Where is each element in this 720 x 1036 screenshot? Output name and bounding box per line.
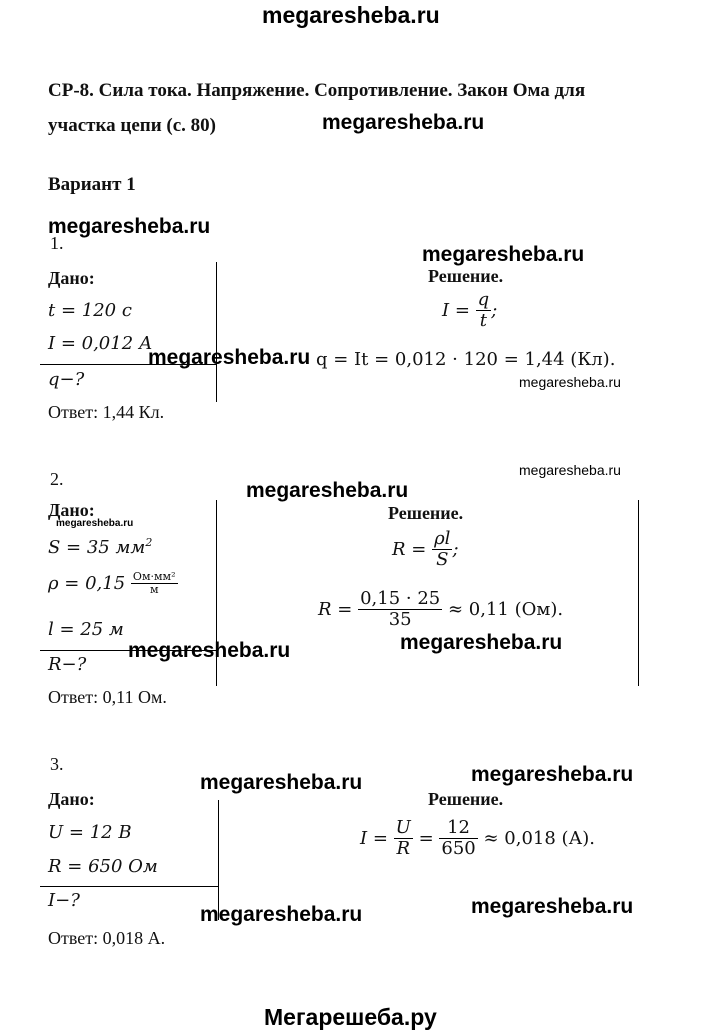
problem-1-number: 1. bbox=[50, 233, 64, 253]
problem-1-formula-numerator: q bbox=[477, 289, 490, 310]
problem-3-given-U: U = 12 В bbox=[48, 822, 132, 843]
problem-2-formula-denominator: S bbox=[436, 548, 449, 570]
problem-2-given-S bbox=[48, 536, 152, 558]
problem-2-calc-numerator: 0,15 · 25 bbox=[360, 588, 441, 609]
problem-1-formula-tail: ; bbox=[491, 299, 498, 321]
problem-3-formula bbox=[360, 818, 595, 859]
problem-1-formula-lhs: I = bbox=[442, 299, 470, 321]
problem-3-formula-num2: 12 bbox=[439, 818, 477, 839]
section-heading-line1: СР-8. Сила тока. Напряжение. Сопротивление. Закон Ома для bbox=[48, 80, 586, 101]
problem-2-formula-tail: ; bbox=[452, 538, 459, 560]
problem-2-formula-lhs: R = bbox=[392, 538, 427, 560]
problem-2-given-rho-value: ρ = 0,15 bbox=[48, 572, 126, 594]
watermark: megaresheba.ru bbox=[400, 631, 563, 654]
watermark: megaresheba.ru bbox=[200, 771, 363, 794]
problem-2-answer: Ответ: 0,11 Ом. bbox=[48, 687, 167, 707]
problem-3-given-divider bbox=[40, 886, 218, 887]
watermark: megaresheba.ru bbox=[422, 243, 585, 266]
problem-2-given-S-exponent: 2 bbox=[145, 536, 153, 549]
watermark: megaresheba.ru bbox=[128, 639, 291, 662]
problem-3-answer: Ответ: 0,018 А. bbox=[48, 928, 166, 948]
problem-3-formula-den2: 650 bbox=[441, 837, 476, 859]
problem-1-given-t: t = 120 с bbox=[48, 300, 132, 321]
watermark: megaresheba.ru bbox=[200, 903, 363, 926]
problem-3-formula-num1: U bbox=[395, 817, 411, 838]
problem-2-given-label: Дано: bbox=[48, 500, 95, 520]
problem-3-formula-den1: R bbox=[396, 837, 411, 859]
problem-2-find: R−? bbox=[48, 654, 87, 675]
problem-2-number: 2. bbox=[50, 469, 64, 489]
problem-3-given-label: Дано: bbox=[48, 789, 95, 809]
watermark: megaresheba.ru bbox=[148, 346, 311, 369]
site-watermark-top: megaresheba.ru bbox=[262, 2, 440, 28]
watermark: megaresheba.ru bbox=[519, 462, 621, 478]
problem-1-formula-fraction bbox=[476, 290, 492, 331]
problem-2-calculation bbox=[318, 589, 563, 630]
problem-3-vertical-divider bbox=[218, 800, 219, 920]
watermark: megaresheba.ru bbox=[519, 374, 621, 390]
problem-3-formula-mid: = bbox=[418, 827, 434, 849]
problem-1-formula-denominator: t bbox=[479, 309, 488, 331]
problem-1-given-label: Дано: bbox=[48, 268, 95, 288]
problem-1-find: q−? bbox=[48, 369, 85, 390]
watermark: megaresheba.ru bbox=[322, 111, 485, 134]
problem-2-given-rho-unit-den: м bbox=[149, 583, 159, 597]
problem-2-calc-lhs: R = bbox=[318, 598, 353, 620]
problem-2-given-S-text: S = 35 мм bbox=[48, 537, 146, 558]
problem-2-given-l: l = 25 м bbox=[48, 619, 124, 640]
problem-2-given-rho-unit-num: Ом·мм² bbox=[132, 570, 176, 583]
problem-2-formula-fraction bbox=[432, 529, 452, 570]
problem-3-formula-fraction-2 bbox=[439, 818, 477, 859]
problem-1-formula bbox=[442, 290, 497, 331]
problem-1-solution-label: Решение. bbox=[428, 266, 504, 286]
problem-3-formula-tail: ≈ 0,018 (А). bbox=[483, 827, 595, 849]
problem-2-calc-denominator: 35 bbox=[388, 608, 412, 630]
problem-1-given-I: I = 0,012 А bbox=[48, 333, 153, 354]
section-heading-line2: участка цепи (с. 80) bbox=[48, 115, 217, 136]
problem-2-calc-fraction bbox=[358, 589, 442, 630]
problem-2-calc-tail: ≈ 0,11 (Ом). bbox=[447, 598, 564, 620]
watermark: megaresheba.ru bbox=[471, 763, 634, 786]
problem-3-find: I−? bbox=[48, 890, 80, 911]
problem-1-calculation: q = It = 0,012 · 120 = 1,44 (Кл). bbox=[316, 349, 616, 370]
problem-3-solution-label: Решение. bbox=[428, 789, 504, 809]
problem-3-number: 3. bbox=[50, 754, 64, 774]
watermark: megaresheba.ru bbox=[246, 479, 409, 502]
problem-2-solution-label: Решение. bbox=[388, 503, 464, 523]
problem-1-answer: Ответ: 1,44 Кл. bbox=[48, 402, 165, 422]
watermark: megaresheba.ru bbox=[56, 518, 134, 529]
problem-1-vertical-divider bbox=[216, 262, 217, 402]
variant-title: Вариант 1 bbox=[48, 174, 136, 195]
problem-3-formula-lhs: I = bbox=[360, 827, 388, 849]
problem-3-formula-fraction-1 bbox=[394, 818, 413, 859]
problem-2-formula-numerator: ρl bbox=[434, 528, 451, 549]
problem-2-given-rho-unit bbox=[131, 571, 178, 597]
problem-2-given-rho bbox=[48, 571, 178, 597]
problem-3-given-R: R = 650 Ом bbox=[48, 856, 158, 877]
problem-2-vertical-divider-right bbox=[638, 500, 639, 686]
problem-2-formula bbox=[392, 529, 459, 570]
site-watermark-footer: Мегарешеба.ру bbox=[264, 1004, 437, 1030]
watermark: megaresheba.ru bbox=[48, 215, 211, 238]
watermark: megaresheba.ru bbox=[471, 895, 634, 918]
